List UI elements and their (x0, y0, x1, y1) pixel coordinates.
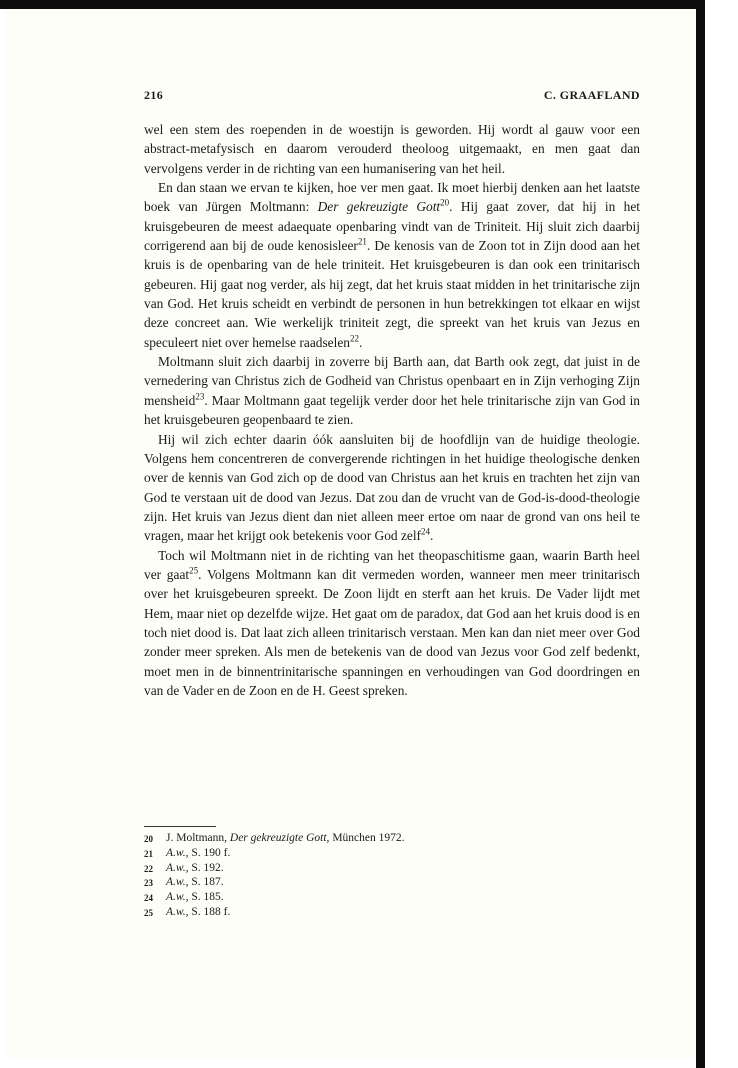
page-number: 216 (144, 88, 164, 102)
footnote-number: 25 (144, 907, 153, 918)
footnote-ref: 21 (357, 236, 367, 247)
footnote-text (166, 832, 640, 847)
text-run: Moltmann sluit zich daarbij in zoverre bij Barth aan, dat Barth ook zegt, dat juist in de vernedering van Christus zich de Godheid van Christus openbaart en in Zijn verhoging Zijn mensheid (144, 354, 640, 408)
text-run: . (430, 528, 434, 544)
scan-border-top (0, 0, 738, 9)
footnote-ref: 25 (189, 565, 199, 576)
paragraph (144, 178, 640, 352)
italic-title: A.w., (166, 905, 189, 918)
footnote-text (166, 862, 640, 877)
italic-title: Der gekreuzigte Gott (317, 199, 441, 215)
running-author: C. GRAAFLAND (543, 88, 640, 102)
italic-title: A.w., (166, 876, 189, 889)
italic-title: A.w., (166, 846, 189, 859)
paragraph (144, 546, 640, 701)
footnote-ref: 20 (440, 197, 450, 208)
text-run: . Volgens Moltmann kan dit vermeden worden, wanneer men meer trinitarisch over het kruisgebeuren spreekt. De Zoon lijdt en sterft aan het kruis. De Vader lijdt met Hem, maar niet op dezelfde wijze. Het gaat om de paradox, dat God aan het kruis dood is en toch niet dood is. Dat laat zich alleen trinitarisch verstaan. Men kan dan niet meer over God zonder meer spreken. Als men de betekenis van de dood van Jezus voor God zelf bedenkt, moet men in de binnentrinitarische spanningen en verhoudingen van God doordringen en van de Vader en de Zoon en de H. Geest spreken. (144, 566, 640, 698)
footnote (144, 832, 640, 847)
text-run: En dan staan we ervan te kijken, hoe ver men gaat. Ik moet hierbij denken aan het laatste boek van Jürgen Moltmann: (144, 180, 640, 215)
running-header (144, 88, 640, 106)
paragraph (144, 120, 640, 178)
text-run: wel een stem des roependen in de woestijn is geworden. Hij wordt al gauw voor een abstract-metafysisch en daarom verouderd theoloog uitgemaakt, en men gaat dan vervolgens verder in de richting van een humanisering van het heil. (144, 122, 640, 176)
footnote-ref: 22 (349, 333, 359, 344)
footnote-ref: 23 (195, 391, 205, 402)
footnote-text (166, 876, 640, 891)
footnote (144, 906, 640, 921)
text-run: . Maar Moltmann gaat tegelijk verder door het hele trinitarische zijn van God in het kruisgebeuren geopenbaard te zien. (144, 392, 640, 428)
italic-title: Der gekreuzigte Gott, (229, 832, 330, 844)
footnote (144, 891, 640, 906)
body-text (144, 120, 640, 700)
text-run: Toch wil Moltmann niet in de richting van het theopaschitisme gaan, waarin Barth heel ver gaat (144, 547, 640, 582)
text-run: Hij wil zich echter daarin óók aansluiten bij de hoofdlijn van de huidige theologie. Volgens hem concentreren de convergerende richtingen in het huidige theologische denken over de kennis van God zich op de dood van Christus aan het kruis en trachten het zijn van God te verstaan uit de dood van Jezus. Dat zou dan de vrucht van de God-is-dood-theologie zijn. Het kruis van Jezus dient dan niet alleen meer ertoe om naar de grond van ons heil te vragen, maar het krijgt ook betekenis voor God zelf (144, 431, 640, 544)
footnote-ref: 24 (421, 526, 431, 537)
text-run: J. Moltmann, (166, 832, 230, 844)
text-run: . De kenosis van de Zoon tot in Zijn dood aan het kruis is de openbaring van de hele triniteit. Het kruisgebeuren is dan ook een trinitarisch gebeuren. Hij gaat nog verder, als hij zegt, dat het kruis staat midden in het trinitarische zijn van God. Het kruis scheidt en verbindt de personen in hun betrekkingen tot elkaar en wijst deze concreet aan. Wie werkelijk triniteit zegt, die spreekt van het kruis van Jezus en speculeert niet over hemelse raadselen (144, 238, 640, 350)
text-run: S. 187. (188, 876, 224, 889)
text-run: S. 188 f. (188, 905, 231, 918)
scan-margin-right (705, 0, 738, 1068)
scan-border-right (696, 0, 705, 1068)
text-run: S. 190 f. (188, 846, 231, 859)
footnote-text (166, 847, 640, 862)
footnote-number: 22 (144, 863, 153, 874)
footnote-text (166, 906, 640, 921)
text-run: . Hij gaat zover, dat hij in het kruisgebeuren de meest adaequate openbaring vindt van de Triniteit. Hij sluit zich daarbij corrigerend aan bij de oude kenosisleer (144, 199, 641, 254)
footnote (144, 876, 640, 891)
footnote-rule (144, 826, 216, 827)
footnote (144, 862, 640, 877)
italic-title: A.w., (166, 891, 189, 904)
text-run: München 1972. (329, 832, 405, 844)
footnote-text (166, 891, 640, 906)
footnote-number: 21 (144, 848, 153, 859)
footnote (144, 847, 640, 862)
paragraph (144, 352, 640, 429)
footnote-number: 24 (144, 893, 153, 904)
italic-title: A.w., (166, 861, 189, 874)
footnote-number: 20 (144, 834, 153, 844)
text-run: S. 192. (188, 861, 224, 874)
footnote-number: 23 (144, 878, 153, 889)
paragraph (144, 430, 640, 546)
footnotes (144, 832, 640, 921)
text-run: S. 185. (188, 891, 224, 904)
text-run: . (358, 334, 363, 350)
